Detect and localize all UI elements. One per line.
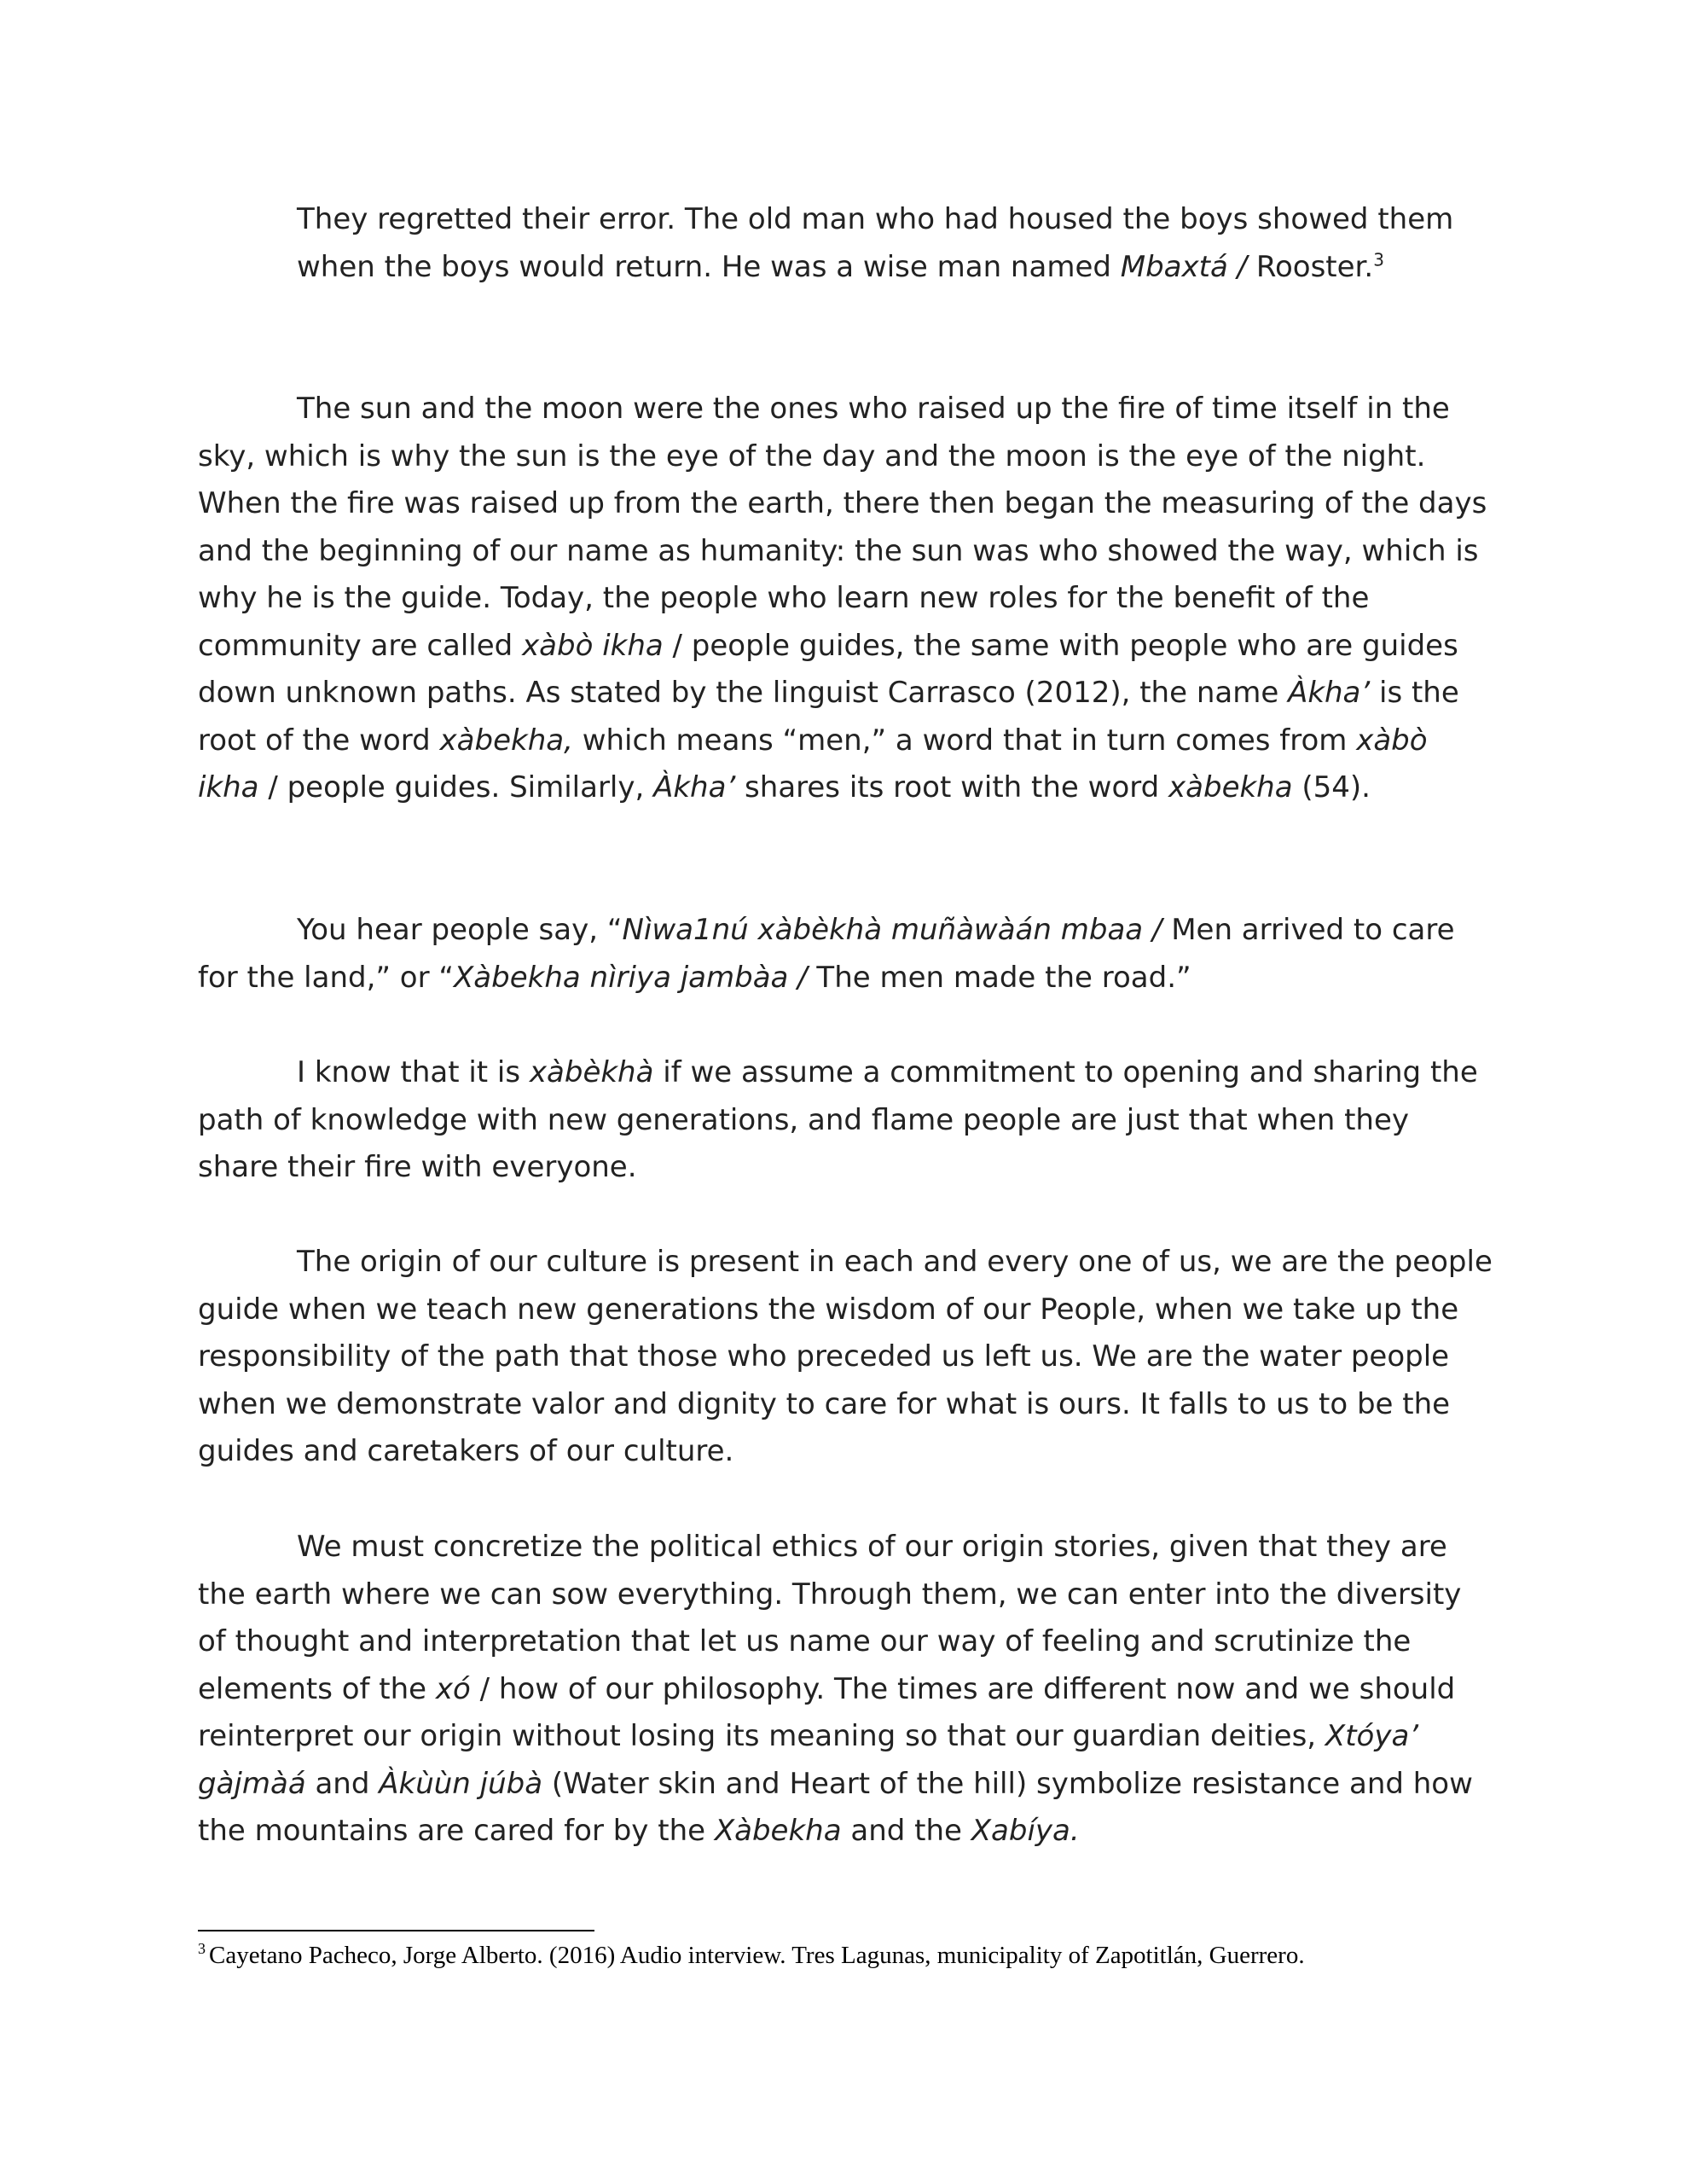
text-run: The origin of our culture is present in each and every one of us, we are the people guide when we teach new generations the wisdom of our People, when we take up the responsibility of the path that those who preceded us left us. We are the water people when we demonstrate valor and dignity to care for what is ours. It falls to us to be the guides and caretakers of our culture.	[198, 1245, 1493, 1468]
footnote-text: Cayetano Pacheco, Jorge Alberto. (2016) Audio interview. Tres Lagunas, municipality of Zapotitlán, Guerrero.	[209, 1942, 1305, 1969]
text-run: I know that it is	[297, 1055, 530, 1089]
footnote	[198, 1938, 1494, 1972]
text-run: The men made the road.”	[807, 960, 1191, 995]
text-run: if we assume a commitment to opening and sharing the path of knowledge with new generations, and flame people are just that when they share their fire with everyone.	[198, 1055, 1478, 1184]
italic-term: Xabíya.	[971, 1814, 1080, 1848]
italic-term: xàbèkhà	[529, 1055, 654, 1089]
italic-term: xó	[435, 1671, 471, 1706]
block-quote-text: They regretted their error. The old man who had housed the boys showed them when the boys would return. He was a wise man named	[297, 202, 1454, 284]
italic-term: Àkha’	[653, 770, 736, 804]
text-run: (54).	[1292, 770, 1371, 804]
italic-term: Àkùùn júbà	[379, 1766, 543, 1801]
paragraph-political-ethics	[198, 1524, 1494, 1856]
paragraph-origin-culture	[198, 1239, 1494, 1476]
block-quote	[297, 196, 1474, 291]
text-run: (Water skin and Heart of the hill) symbolize resistance and how the mountains are cared for by the	[198, 1766, 1473, 1848]
text-run: is the root of the word	[198, 676, 1459, 758]
text-run: The sun and the moon were the ones who raised up the fire of time itself in the sky, which is why the sun is the eye of the day and the moon is the eye of the night. When the fire was raised up from the earth, there then began the measuring of the days and the beginning of our name as humanity: the sun was who showed the way, which is why he is the guide. Today, the people who learn new roles for the benefit of the community are called	[198, 392, 1487, 663]
text-run: shares its root with the word	[735, 770, 1169, 804]
italic-term: xàbò ikha	[198, 723, 1428, 804]
italic-term: xàbò ikha	[522, 628, 664, 663]
italic-term: xàbekha,	[439, 723, 573, 758]
block-quote-text-end: Rooster.	[1247, 249, 1374, 284]
text-run: Men arrived to care for the land,” or “	[198, 913, 1455, 995]
text-run: / people guides, the same with people who are guides down unknown paths. As stated by the linguist Carrasco (2012), the name	[198, 628, 1458, 710]
footnote-separator	[198, 1930, 594, 1931]
text-run: / how of our philosophy. The times are different now and we should reinterpret our origin without losing its meaning so that our guardian deities,	[198, 1671, 1456, 1753]
text-run: and	[305, 1766, 380, 1801]
italic-term: Xàbekha	[714, 1814, 842, 1848]
paragraph-sun-moon	[198, 386, 1494, 812]
italic-term: xàbekha	[1168, 770, 1293, 804]
paragraph-xabekha	[198, 1049, 1494, 1192]
block-quote-name: Mbaxtá /	[1120, 249, 1248, 284]
italic-term: Àkha’	[1288, 676, 1371, 710]
text-run: which means “men,” a word that in turn comes from	[572, 723, 1357, 758]
text-run: and the	[841, 1814, 971, 1848]
text-run: You hear people say, “	[297, 913, 623, 947]
footnote-reference[interactable]: 3	[1373, 249, 1384, 270]
italic-term: Xàbekha nìriya jambàa /	[454, 960, 808, 995]
footnote-mark: 3	[198, 1940, 206, 1958]
paragraph-people-say	[198, 907, 1494, 1002]
italic-term: Nìwa1nú xàbèkhà muñàwàán mbaa /	[622, 913, 1162, 947]
text-run: We must concretize the political ethics of our origin stories, given that they are the earth where we can sow everything. Through them, we can enter into the diversity of thought and interpretation that let us name our way of feeling and scrutinize the elements of the	[198, 1530, 1462, 1706]
text-run: / people guides. Similarly,	[258, 770, 654, 804]
italic-term: Xtóya’ gàjmàá	[198, 1719, 1419, 1801]
